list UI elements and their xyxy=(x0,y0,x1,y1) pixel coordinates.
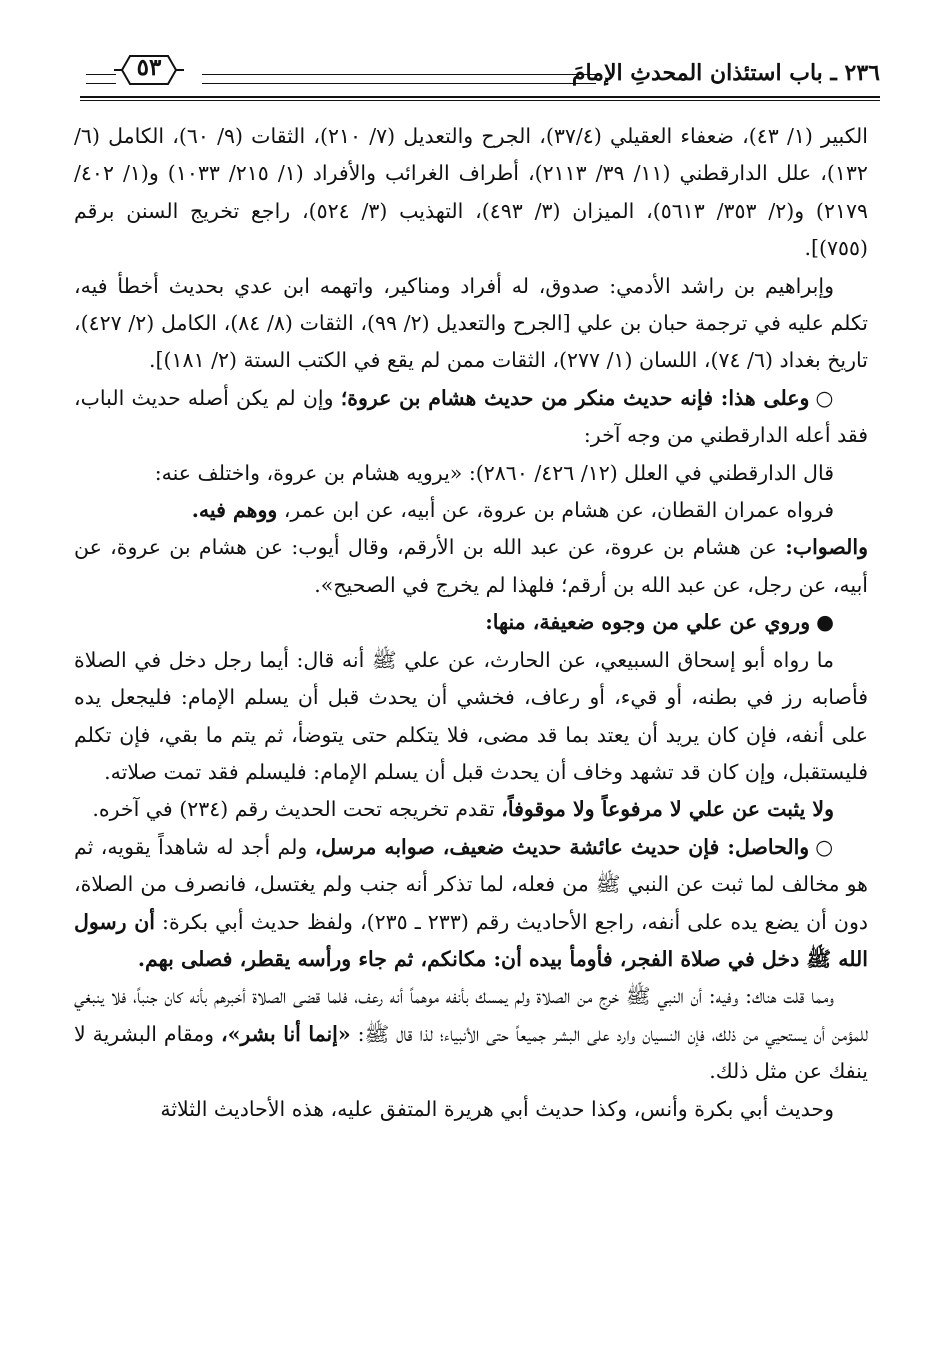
paragraph-ali-narration xyxy=(74,642,868,792)
page-number: ٥٣ xyxy=(136,54,162,81)
bold-text: «إنما أنا بشر»، xyxy=(220,1021,351,1046)
bold-text: ولا يثبت عن علي لا مرفوعاً ولا موقوفاً، xyxy=(501,797,834,822)
paragraph-ibrahim xyxy=(74,268,868,380)
paragraph-ali-routes xyxy=(74,604,868,641)
running-title: ٢٣٦ ـ باب استئذان المحدثِ الإمامَ xyxy=(571,60,880,86)
paragraph-text: تقدم تخريجه تحت الحديث رقم (٢٣٤) في آخره. xyxy=(92,797,502,822)
page-header xyxy=(80,48,880,98)
paragraph-text: ولم أجد له شاهداً يقويه، ثم هو مخالف لما ثبت عن النبي ﷺ من فعله، لما تذكر أنه جنب ولم يغتسل، فانصرف من الصلاة، دون أن يضع يده على أنفه، راجع الأحاديث رقم (٢٣٣ ـ ٢٣٥)، ولفظ حديث أبي بكرة: xyxy=(74,834,869,934)
paragraph-text: وإبراهيم بن راشد الأدمي: صدوق، له أفراد ومناكير، واتهمه ابن عدي بحديث أخطأ فيه، تكلم عليه في ترجمة حبان بن علي [الجرح والتعديل (٢/ ٩٩)، الثقات (٨/ ٨٤)، الكامل (٢/ ٤٢٧)، تاريخ بغداد (٦/ ٧٤)، اللسان (١/ ٢٧٧)، الثقات ممن لم يقع في الكتب الستة (٢/ ١٨١)]. xyxy=(74,273,868,373)
paragraph-daraqutni-quote xyxy=(74,455,868,492)
paragraph-correct-view xyxy=(74,529,868,604)
paragraph-ali-not-authentic xyxy=(74,791,868,828)
paragraph-text: الكبير (١/ ٤٣)، ضعفاء العقيلي (٣٧/٤)، الجرح والتعديل (٧/ ٢١٠)، الثقات (٩/ ٦٠)، الكامل (٦/ ١٣٢)، علل الدارقطني (١١/ ٣٩/ ٢١١٣)، أطراف الغرائب والأفراد (١/ ٢١٥/ ١٠٣٣) و(١/ ٤٠٢/ ٢١٧٩) و(٢/ ٣٥٣/ ٥٦١٣)، الميزان (٣/ ٤٩٣)، التهذيب (٣/ ٥٢٤)، راجع تخريج السنن برقم (٧٥٥)]. xyxy=(74,124,868,261)
paragraph-text: ومما قلت هناك: وفيه: أن النبي ﷺ خرج من الصلاة ولم يمسك بأنفه موهماً أنه رعف، فلما قضى الصلاة أخبرهم بأنه كان جنباً، فلا ينبغي للمؤمن أن يستحيي من ذلك، فإن النسيان وارد على البشر جميعاً حتى الأنبياء؛ لذا قال ﷺ: xyxy=(74,984,868,1046)
bold-text: ووهم فيه. xyxy=(191,498,278,523)
bold-text: وعلى هذا: فإنه حديث منكر من حديث هشام بن عروة؛ xyxy=(340,385,810,410)
paragraph-summary xyxy=(74,829,868,979)
bold-text: وروي عن علي من وجوه ضعيفة، منها: xyxy=(485,610,811,635)
header-rule xyxy=(80,96,880,101)
paragraph-text: عن هشام بن عروة، عن عبد الله بن الأرقم، وقال أيوب: عن هشام بن عروة، عن أبيه، عن رجل، عن عبد الله بن أرقم؛ فلهذا لم يخرج في الصحيح». xyxy=(74,535,868,597)
bold-text: والحاصل: فإن حديث عائشة حديث ضعيف، صوابه مرسل، xyxy=(314,834,810,859)
page-number-badge xyxy=(112,52,186,88)
paragraph-text: وإن لم يكن أصله حديث الباب، فقد أعله الدارقطني من وجه آخر: xyxy=(74,385,868,448)
filled-bullet-icon: ● xyxy=(816,610,834,635)
header-ornament-lines-middle xyxy=(202,74,596,84)
paragraph-conclusion-hisham xyxy=(74,380,868,455)
hollow-bullet-icon: ○ xyxy=(815,385,834,410)
paragraph-imran-narration xyxy=(74,492,868,529)
paragraph-text: وحديث أبي بكرة وأنس، وكذا حديث أبي هريرة المتفق عليه، هذه الأحاديث الثلاثة xyxy=(160,1096,834,1121)
paragraph-text: قال الدارقطني في العلل (١٢/ ٤٢٦/ ٢٨٦٠): «يرويه هشام بن عروة، واختلف عنه: xyxy=(154,460,834,485)
paragraph-citations xyxy=(74,118,868,268)
bold-text: والصواب: xyxy=(785,535,868,560)
page-body xyxy=(74,118,868,1128)
hollow-bullet-icon: ○ xyxy=(815,834,834,859)
bold-text: أن رسول الله ﷺ دخل في صلاة الفجر، فأومأ بيده أن: مكانكم، ثم جاء ورأسه يقطر، فصلى بهم. xyxy=(74,909,868,971)
paragraph-closing xyxy=(74,1091,868,1128)
paragraph-text: ما رواه أبو إسحاق السبيعي، عن الحارث، عن علي ﷺ أنه قال: أيما رجل دخل في الصلاة فأصابه رز في بطنه، أو قيء، أو رعاف، فخشي أن يحدث قبل أن يسلم الإمام: فليجعل يده على أنفه، فإن كان يريد أن يعتد بما قد مضى، فلا يتكلم حتى يتوضأ، ثم يتم ما بقي، فإن تكلم فليستقبل، وإن كان قد تشهد وخاف أن يحدث قبل أن يسلم الإمام: فليسلم فقد تمت صلاته. xyxy=(74,647,868,784)
paragraph-text: فرواه عمران القطان، عن هشام بن عروة، عن أبيه، عن ابن عمر، xyxy=(277,498,834,523)
paragraph-text: ومقام البشرية لا ينفك عن مثل ذلك. xyxy=(74,1021,868,1084)
paragraph-prior-note xyxy=(74,978,868,1090)
header-ornament-lines-left xyxy=(86,74,116,84)
